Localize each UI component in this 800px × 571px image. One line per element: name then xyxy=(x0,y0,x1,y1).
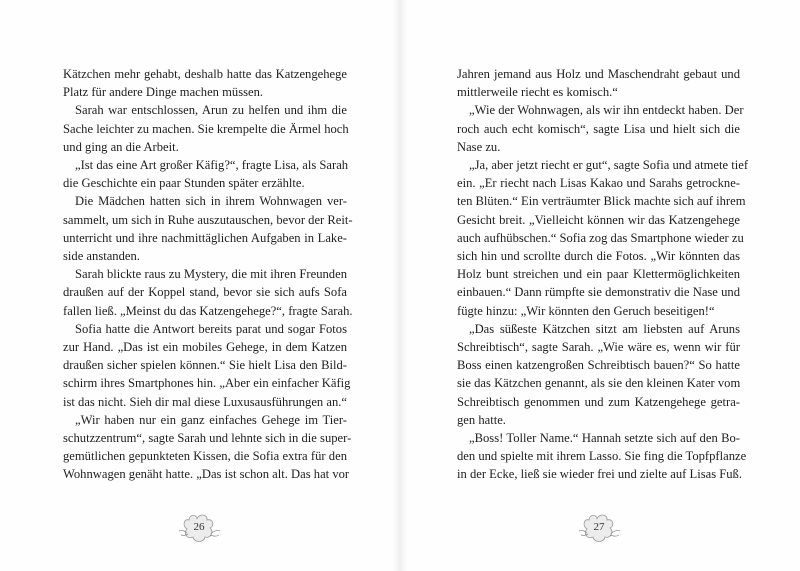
text-line: gemütlichen gepunkteten Kissen, die Sofia extra für den xyxy=(63,449,347,464)
text-line: side anstanden. xyxy=(63,249,140,264)
text-line: „Ja, aber jetzt riecht er gut“, sagte Sofia und atmete tief xyxy=(469,158,749,173)
text-line: „Wir haben nur ein ganz einfaches Gehege im Tier- xyxy=(75,412,347,427)
text-line: Holz bunt streichen und ein paar Klettermöglichkeiten xyxy=(457,267,740,282)
text-line: Sarah war entschlossen, Arun zu helfen und ihm die xyxy=(75,103,347,118)
text-line: draußen sicher spielen können.“ Sie hielt Lisa den Bild- xyxy=(63,358,347,373)
text-line: schutzzentrum“, sagte Sarah und lehnte sich in die super- xyxy=(63,431,352,446)
text-line: „Boss! Toller Name.“ Hannah setzte sich auf den Bo- xyxy=(469,431,740,446)
text-line: Platz für andere Dinge machen müssen. xyxy=(63,85,264,100)
text-line: Kätzchen mehr gehabt, deshalb hatte das Katzengehege xyxy=(63,67,347,81)
text-line: Die Mädchen hatten sich in ihrem Wohnwagen ver- xyxy=(75,194,347,209)
text-line: zur Hand. „Das ist ein mobiles Gehege, in dem Katzen xyxy=(63,340,347,355)
text-line: Sache leichter zu machen. Sie krempelte die Ärmel hoch xyxy=(63,121,349,136)
text-line: die Geschichte ein paar Stunden später erzählte. xyxy=(63,176,305,191)
page-number: 27 xyxy=(593,521,605,533)
text-line: „Das süßeste Kätzchen sitzt am liebsten auf Aruns xyxy=(469,321,740,336)
text-line: fügte hinzu: „Wir könnten den Geruch beseitigen!“ xyxy=(457,303,715,318)
book-gutter xyxy=(392,0,408,571)
text-line: draußen auf der Koppel stand, bevor sie sich aufs Sofa xyxy=(63,285,347,300)
left-page-body-text xyxy=(63,65,353,484)
text-line: „Wie der Wohnwagen, als wir ihn entdeckt haben. Der xyxy=(469,103,744,118)
text-line: den und spielte mit ihrem Lasso. Sie fing die Topfpflanze xyxy=(457,449,747,464)
text-line: unterricht und ihre nachmittäglichen Aufgaben in Lake- xyxy=(63,230,347,245)
text-line: ten Blüten.“ Ein verträumter Blick machte sich auf ihrem xyxy=(457,194,746,209)
right-page xyxy=(400,0,800,571)
text-line: Jahren jemand aus Holz und Maschendraht gebaut und xyxy=(457,67,740,81)
text-line: Gesicht breit. „Vielleicht können wir das Katzengehege xyxy=(457,212,740,227)
text-line: auch aufhübschen.“ Sofia zog das Smartphone wieder zu xyxy=(457,230,744,245)
text-line: gen hatte. xyxy=(457,412,506,427)
text-line: einbauen.“ Dann rümpfte sie demonstrativ die Nase und xyxy=(457,285,740,300)
right-page-body-text xyxy=(457,65,749,484)
text-line: Boss einen katzengroßen Schreibtisch bauen?“ So hatte xyxy=(457,358,740,373)
text-line: sich hin und scrollte durch die Fotos. „Wir könnten das xyxy=(457,249,740,264)
text-line: mittlerweile riecht es komisch.“ xyxy=(457,85,618,100)
text-line: ein. „Er riecht nach Lisas Kakao und Sarahs getrockne- xyxy=(457,176,740,191)
page-number: 26 xyxy=(193,521,205,533)
text-line: schirm ihres Smartphones hin. „Aber ein einfacher Käfig xyxy=(63,376,351,391)
text-line: Sofia hatte die Antwort bereits parat und sogar Fotos xyxy=(75,321,347,336)
text-line: Schreibtisch“, sagte Sarah. „Wie wäre es, wenn wir für xyxy=(457,340,740,355)
text-line: Wohnwagen genäht hatte. „Das ist schon alt. Das hat vor xyxy=(63,467,350,482)
text-line: ist das nicht. Sieh dir mal diese Luxusausführungen an.“ xyxy=(63,394,347,409)
text-line: sie das Kätzchen genannt, als sie den kleinen Kater vom xyxy=(457,376,741,391)
left-page-number-ornament xyxy=(175,511,223,547)
text-line: „Ist das eine Art großer Käfig?“, fragte Lisa, als Sarah xyxy=(75,158,349,173)
text-line: sammelt, um sich in Ruhe auszutauschen, bevor der Reit- xyxy=(63,212,353,227)
text-line: Schreibtisch genommen und zum Katzengehege getra- xyxy=(457,394,740,409)
text-line: Sarah blickte raus zu Mystery, die mit ihren Freunden xyxy=(75,267,347,282)
right-page-number-ornament xyxy=(575,511,623,547)
text-line: roch auch echt komisch“, sagte Lisa und hielt sich die xyxy=(457,121,740,136)
text-line: und ging an die Arbeit. xyxy=(63,139,179,154)
text-line: Nase zu. xyxy=(457,139,501,154)
text-line: fallen ließ. „Meinst du das Katzengehege?“, fragte Sarah. xyxy=(63,303,353,318)
text-line: in der Ecke, ließ sie wieder frei und zielte auf Lisas Fuß. xyxy=(457,467,743,482)
